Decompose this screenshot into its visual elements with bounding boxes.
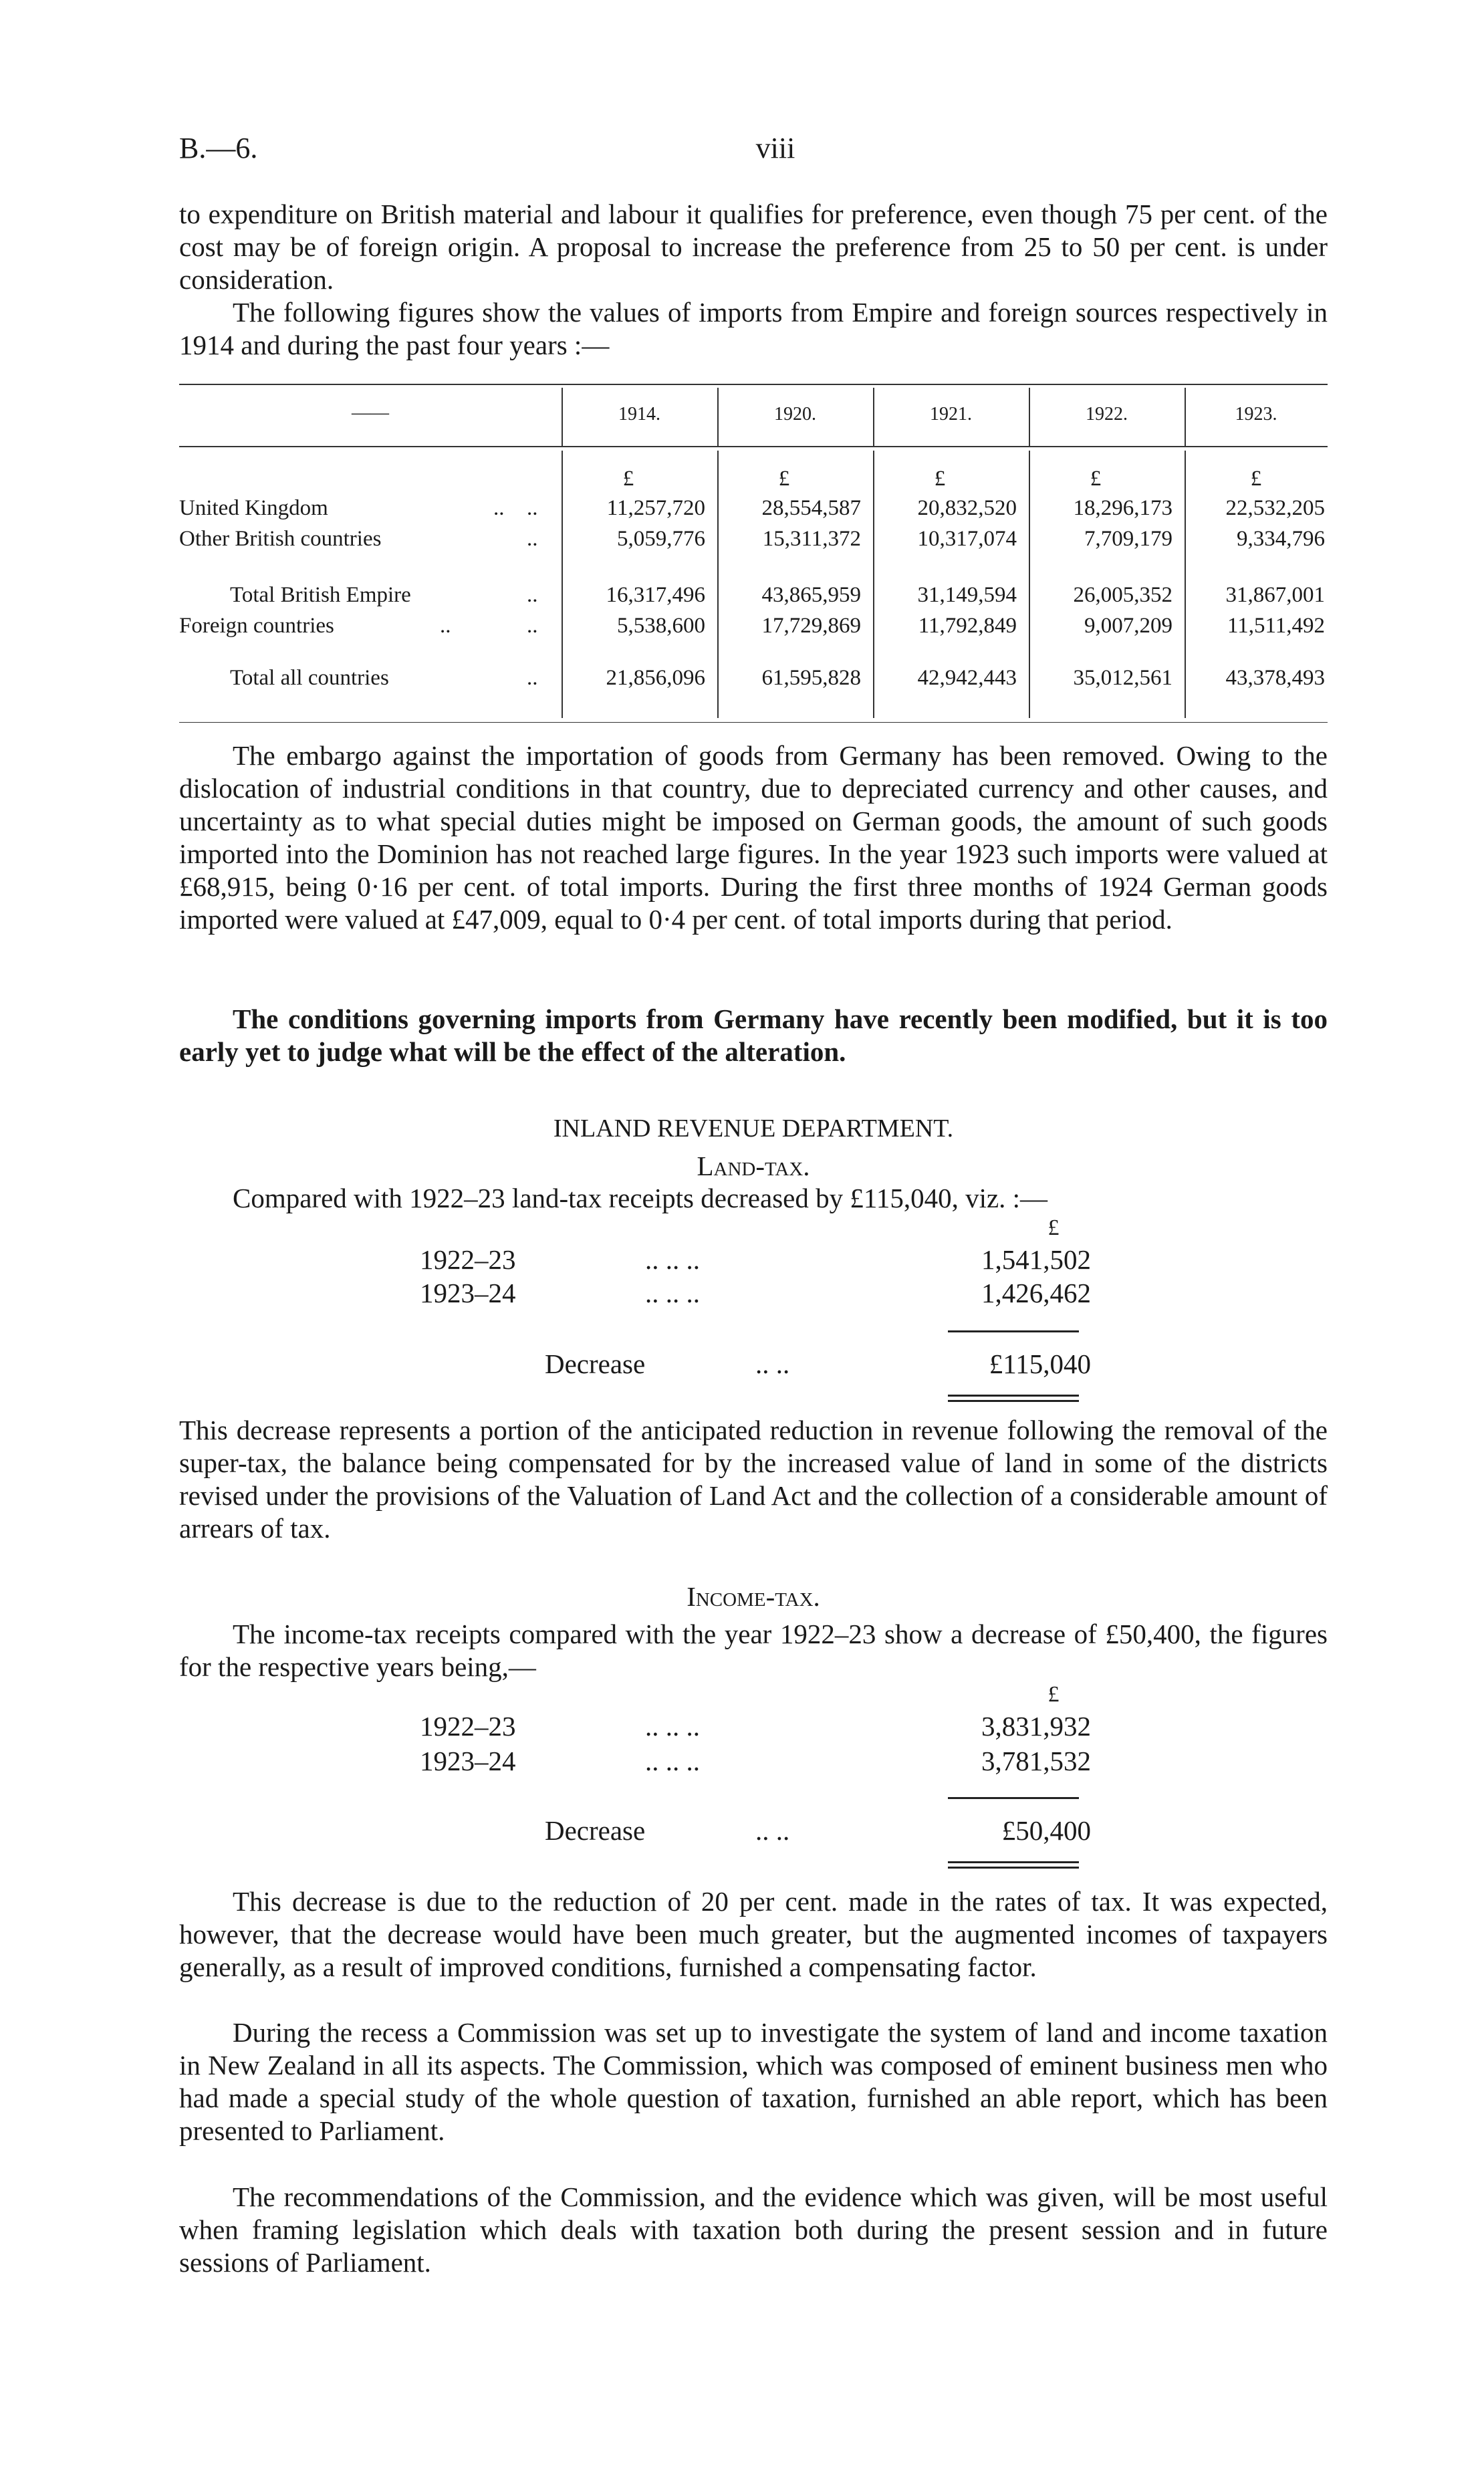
table-cell: 7,709,179 bbox=[1084, 527, 1172, 551]
income-tax-year-label: 1922–23 bbox=[420, 1711, 516, 1742]
table-cell: 43,865,959 bbox=[761, 583, 861, 607]
table-cell: 10,317,074 bbox=[917, 527, 1017, 551]
table-cell: 43,378,493 bbox=[1225, 666, 1325, 690]
income-tax-currency: £ bbox=[1047, 1682, 1060, 1707]
row-label-united-kingdom: United Kingdom bbox=[179, 496, 328, 520]
leader-dots: .. bbox=[493, 496, 505, 520]
subheading-land-tax: Land-tax. bbox=[697, 1151, 810, 1181]
leader-dots: .. bbox=[527, 666, 538, 690]
column-header-1922: 1922. bbox=[1086, 404, 1128, 425]
table-cell: 31,149,594 bbox=[917, 583, 1017, 607]
income-tax-year-label: 1923–24 bbox=[420, 1746, 516, 1776]
table-cell: 15,311,372 bbox=[762, 527, 861, 551]
table-cell: 18,296,173 bbox=[1073, 496, 1172, 520]
table-cell: 35,012,561 bbox=[1073, 666, 1172, 690]
table-top-rule bbox=[179, 384, 1328, 385]
sum-rule bbox=[948, 1797, 1079, 1799]
row-label-foreign-countries: Foreign countries bbox=[179, 614, 334, 638]
table-cell: 26,005,352 bbox=[1073, 583, 1172, 607]
leader-dots: .. .. .. bbox=[645, 1746, 700, 1776]
table-cell: 9,334,796 bbox=[1237, 527, 1325, 551]
table-cell: 42,942,443 bbox=[917, 666, 1017, 690]
double-rule bbox=[948, 1400, 1079, 1402]
land-tax-decrease-value: £115,040 bbox=[989, 1348, 1091, 1379]
subheading-income-tax: Income-tax. bbox=[687, 1581, 820, 1612]
column-header-1923: 1923. bbox=[1235, 404, 1277, 425]
leader-dots: .. .. .. bbox=[645, 1278, 700, 1308]
table-cell: 28,554,587 bbox=[761, 496, 861, 520]
double-rule bbox=[948, 1861, 1079, 1863]
leader-dots: .. bbox=[527, 614, 538, 638]
currency-symbol: £ bbox=[934, 467, 946, 491]
double-rule bbox=[948, 1395, 1079, 1397]
currency-symbol: £ bbox=[778, 467, 790, 491]
currency-symbol: £ bbox=[1250, 467, 1262, 491]
income-tax-value: 3,831,932 bbox=[981, 1711, 1091, 1742]
paragraph-land-tax-explanation: This decrease represents a portion of the anticipated reduction in revenue following the removal of the super-tax, the balance being compensated for by the increased value of land in some of the districts revised under the provisions of the Valuation of Land Act and the collection of a considerable amount of arrears of tax. bbox=[179, 1415, 1328, 1544]
leader-dots: .. .. .. bbox=[645, 1244, 700, 1275]
page-number: viii bbox=[755, 132, 795, 164]
table-cell: 21,856,096 bbox=[606, 666, 705, 690]
land-tax-currency: £ bbox=[1047, 1215, 1060, 1240]
column-header-1914: 1914. bbox=[618, 404, 660, 425]
table-cell: 9,007,209 bbox=[1084, 614, 1172, 638]
table-cell: 31,867,001 bbox=[1225, 583, 1325, 607]
section-heading-inland-revenue: INLAND REVENUE DEPARTMENT. bbox=[553, 1114, 954, 1143]
paragraph-germany-conditions: The conditions governing imports from Germany have recently been modified, but it is too early yet to judge what will be the effect of the alteration. bbox=[179, 1003, 1328, 1067]
leader-dots: .. .. bbox=[755, 1348, 790, 1379]
table-header-rule bbox=[179, 446, 1328, 447]
leader-dots: .. .. bbox=[755, 1815, 790, 1846]
leader-dots: .. bbox=[527, 496, 538, 520]
table-cell: 20,832,520 bbox=[917, 496, 1017, 520]
leader-dots: .. .. .. bbox=[645, 1711, 700, 1742]
row-label-total-british-empire: Total British Empire bbox=[230, 583, 411, 607]
currency-symbol: £ bbox=[622, 467, 634, 491]
table-cell: 22,532,205 bbox=[1225, 496, 1325, 520]
column-header-1920: 1920. bbox=[774, 404, 816, 425]
table-cell: 11,792,849 bbox=[918, 614, 1017, 638]
currency-symbol: £ bbox=[1090, 467, 1102, 491]
table-cell: 61,595,828 bbox=[761, 666, 861, 690]
paragraph-income-tax-intro: The income-tax receipts compared with the year 1922–23 show a decrease of £50,400, the figures for the respective years being,— bbox=[179, 1619, 1328, 1682]
stub-header: —— bbox=[352, 402, 389, 423]
double-rule bbox=[948, 1867, 1079, 1869]
leader-dots: .. bbox=[440, 614, 451, 638]
land-tax-value: 1,426,462 bbox=[981, 1278, 1091, 1308]
sum-rule bbox=[948, 1330, 1079, 1332]
row-label-other-british: Other British countries bbox=[179, 527, 382, 551]
land-tax-intro: Compared with 1922–23 land-tax receipts decreased by £115,040, viz. :— bbox=[233, 1183, 1048, 1213]
leader-dots: .. bbox=[527, 583, 538, 607]
land-tax-value: 1,541,502 bbox=[981, 1244, 1091, 1275]
land-tax-year-label: 1923–24 bbox=[420, 1278, 516, 1308]
income-tax-decrease-label: Decrease bbox=[545, 1815, 646, 1846]
paragraph-figures-intro: The following figures show the values of imports from Empire and foreign sources respectively in 1914 and during the past four years :— bbox=[179, 297, 1328, 360]
paragraph-preference: to expenditure on British material and labour it qualifies for preference, even though 75 per cent. of the cost may be of foreign origin. A proposal to increase the preference from 25 to 50 per cent. is under consideration. bbox=[179, 199, 1328, 295]
table-cell: 5,538,600 bbox=[617, 614, 705, 638]
table-bottom-rule bbox=[179, 722, 1328, 723]
column-header-1921: 1921. bbox=[930, 404, 972, 425]
page-reference: B.—6. bbox=[179, 132, 258, 164]
leader-dots: .. bbox=[527, 527, 538, 551]
paragraph-income-tax-reduction: This decrease is due to the reduction of 20 per cent. made in the rates of tax. It was expected, however, that the decrease would have been much greater, but the augmented incomes of taxpayers generally, as a result of improved conditions, furnished a compensating factor. bbox=[179, 1886, 1328, 1982]
table-cell: 11,511,492 bbox=[1227, 614, 1325, 638]
land-tax-decrease-label: Decrease bbox=[545, 1348, 646, 1379]
income-tax-decrease-value: £50,400 bbox=[1001, 1815, 1091, 1846]
paragraph-germany-embargo: The embargo against the importation of goods from Germany has been removed. Owing to the dislocation of industrial conditions in that country, due to depreciated currency and other causes, and uncertainty as to what special duties might be imposed on German goods, the amount of such goods imported into the Dominion has not reached large figures. In the year 1923 such imports were valued at £68,915, being 0·16 per cent. of total imports. During the first three months of 1924 German goods imported were valued at £47,009, equal to 0·4 per cent. of total imports during that period. bbox=[179, 740, 1328, 935]
table-cell: 16,317,496 bbox=[606, 583, 705, 607]
land-tax-year-label: 1922–23 bbox=[420, 1244, 516, 1275]
table-cell: 5,059,776 bbox=[617, 527, 705, 551]
paragraph-commission: During the recess a Commission was set up to investigate the system of land and income taxation in New Zealand in all its aspects. The Commission, which was composed of eminent business men who had made a special study of the whole question of taxation, furnished an able report, which has been presented to Parliament. bbox=[179, 2017, 1328, 2146]
table-cell: 17,729,869 bbox=[761, 614, 861, 638]
paragraph-recommendations: The recommendations of the Commission, and the evidence which was given, will be most useful when framing legislation which deals with taxation both during the present session and in future sessions of Parliament. bbox=[179, 2181, 1328, 2278]
table-cell: 11,257,720 bbox=[606, 496, 705, 520]
imports-table bbox=[179, 384, 1328, 731]
income-tax-value: 3,781,532 bbox=[981, 1746, 1091, 1776]
row-label-total-all-countries: Total all countries bbox=[230, 666, 389, 690]
